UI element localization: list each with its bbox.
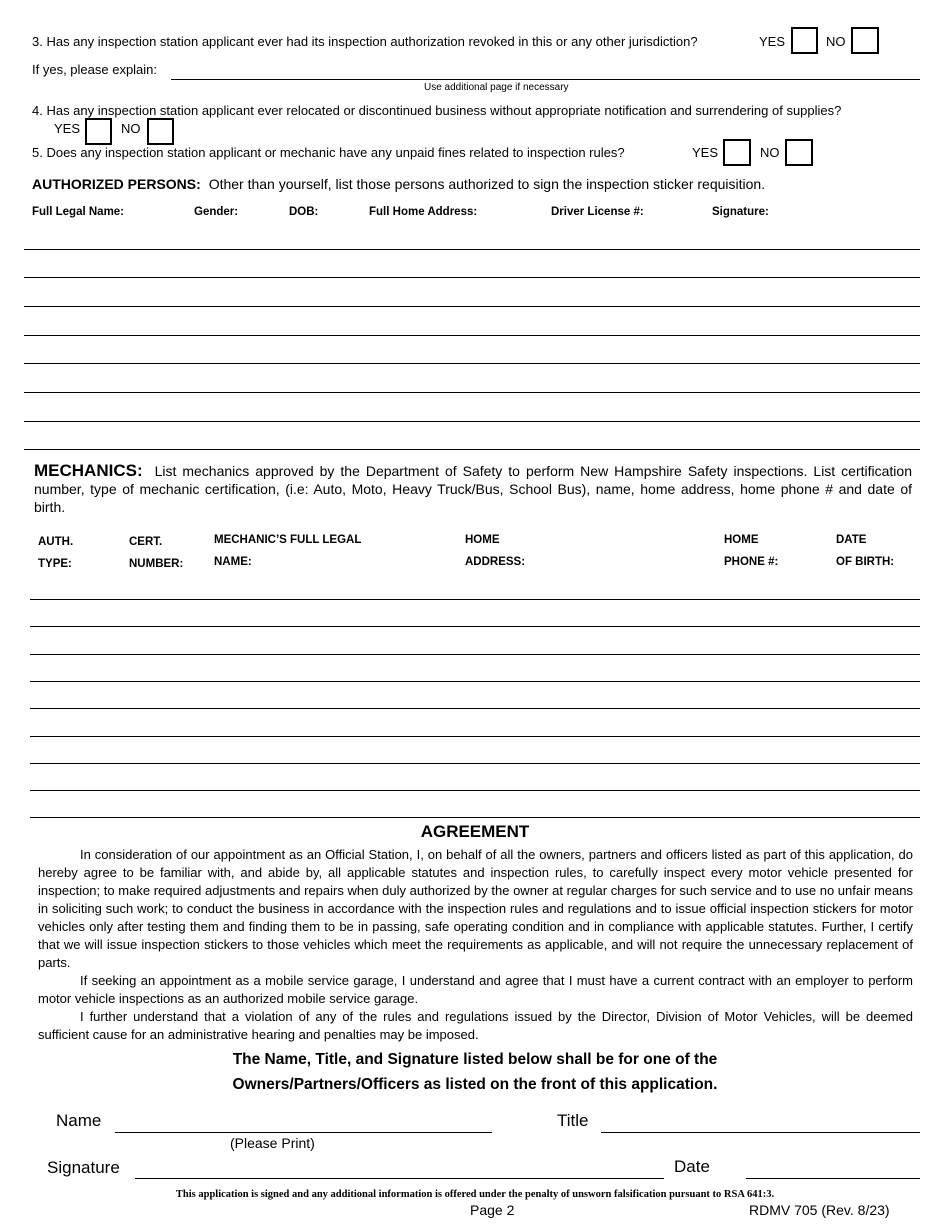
please-print-note: (Please Print)	[230, 1135, 315, 1151]
q5-yes-label: YES	[692, 145, 719, 160]
q5-no-label: NO	[760, 145, 780, 160]
mechanics-description: List mechanics approved by the Department of Safety to perform New Hampshire Safety inspections. List certification number, type of mechanic certification, (i.e: Auto, Moto, Heavy Truck/Bus, School Bus), name, home address, home phone # and date of birth.	[34, 463, 912, 515]
agreement-paragraph-1: In consideration of our appointment as an Official Station, I, on behalf of all the owners, partners and officers listed as part of this application, do hereby agree to be familiar with, and abide by, all applicable statutes and inspection rules, to carefully inspect every motor vehicle presented for inspection; to make required adjustments and repairs when duly authorized by the owner at regular charges for such service and to use no unfair means in soliciting such work; to conduct the business in accordance with the inspection rules and regulations and to issue official inspection stickers for motor vehicles only after testing them and finding them to be in passing, safe operating condition and in compliance with applicable statutes. Further, I certify that we will issue inspection stickers to those vehicles which meet the requirements as applicable, and will not require the unnecessary replacement of parts.	[38, 847, 913, 970]
mechanic-row-line[interactable]	[30, 736, 920, 737]
authorized-person-row-line[interactable]	[24, 306, 920, 307]
authorized-person-row-line[interactable]	[24, 363, 920, 364]
mechanics-section	[34, 462, 912, 516]
form-id: RDMV 705 (Rev. 8/23)	[749, 1202, 890, 1218]
mechanics-heading: MECHANICS:	[34, 461, 143, 480]
name-input-line[interactable]	[115, 1132, 492, 1133]
authorized-person-row-line[interactable]	[24, 449, 920, 450]
question-5: 5. Does any inspection station applicant or mechanic have any unpaid fines related to inspection rules?	[32, 145, 625, 160]
question-4: 4. Has any inspection station applicant ever relocated or discontinued business without appropriate notification and surrendering of supplies?	[32, 103, 842, 118]
agreement-paragraph-3: I further understand that a violation of any of the rules and regulations issued by the Director, Division of Motor Vehicles, will be deemed sufficient cause for an administrative hearing and penalties may be imposed.	[38, 1009, 913, 1042]
authorized-person-row-line[interactable]	[24, 249, 920, 250]
col-dob: DOB:	[289, 206, 319, 218]
additional-page-note: Use additional page if necessary	[424, 82, 569, 93]
mechanic-row-line[interactable]	[30, 708, 920, 709]
signature-input-line[interactable]	[135, 1178, 664, 1179]
q4-yes-checkbox[interactable]	[85, 118, 112, 145]
signature-label: Signature	[47, 1158, 120, 1177]
q3-no-label: NO	[826, 34, 846, 49]
signatory-note-line-2: Owners/Partners/Officers as listed on the front of this application.	[232, 1076, 718, 1093]
mechanic-row-line[interactable]	[30, 681, 920, 682]
q5-yes-checkbox[interactable]	[723, 139, 751, 166]
col-driver-license: Driver License #:	[551, 206, 644, 218]
authorized-persons-instruction: Other than yourself, list those persons authorized to sign the inspection sticker requisition.	[208, 176, 766, 192]
authorized-person-row-line[interactable]	[24, 335, 920, 336]
col-full-legal-name: Full Legal Name:	[32, 206, 125, 218]
q4-no-label: NO	[121, 121, 141, 136]
col-full-home-address: Full Home Address:	[369, 206, 478, 218]
col-home-phone: HOME PHONE #:	[724, 534, 779, 568]
col-home-address: HOME ADDRESS:	[465, 534, 526, 568]
q4-no-checkbox[interactable]	[147, 118, 174, 145]
authorized-person-row-line[interactable]	[24, 277, 920, 278]
mechanic-row-line[interactable]	[30, 654, 920, 655]
date-input-line[interactable]	[746, 1178, 920, 1179]
question-3: 3. Has any inspection station applicant ever had its inspection authorization revoked in this or any other jurisdiction?	[32, 34, 698, 49]
mechanic-row-line[interactable]	[30, 817, 920, 818]
title-label: Title	[557, 1111, 589, 1130]
mechanic-row-line[interactable]	[30, 599, 920, 600]
agreement-paragraph-2: If seeking an appointment as a mobile service garage, I understand and agree that I must have a current contract with an employer to perform motor vehicle inspections as an authorized mobile service garage.	[38, 973, 913, 1006]
penalty-note: This application is signed and any additional information is offered under the penalty of unsworn falsification pursuant to RSA 641:3.	[175, 1189, 775, 1200]
authorized-persons-section	[32, 176, 765, 192]
agreement-title: AGREEMENT	[420, 822, 530, 841]
q4-yes-label: YES	[54, 121, 81, 136]
mechanic-row-line[interactable]	[30, 626, 920, 627]
mechanic-row-line[interactable]	[30, 790, 920, 791]
col-gender: Gender:	[194, 206, 239, 218]
q3-no-checkbox[interactable]	[851, 27, 879, 54]
q3-yes-label: YES	[759, 34, 786, 49]
col-cert-number: CERT. NUMBER:	[129, 536, 184, 570]
explain-input-line[interactable]	[171, 79, 920, 80]
date-label: Date	[674, 1157, 710, 1176]
authorized-persons-heading: AUTHORIZED PERSONS:	[32, 176, 201, 192]
mechanic-row-line[interactable]	[30, 763, 920, 764]
signatory-note-line-1: The Name, Title, and Signature listed below shall be for one of the	[232, 1051, 718, 1068]
q5-no-checkbox[interactable]	[785, 139, 813, 166]
q3-yes-checkbox[interactable]	[791, 27, 818, 54]
col-auth-type: AUTH. TYPE:	[38, 536, 74, 570]
col-date-of-birth: DATE OF BIRTH:	[836, 534, 895, 568]
explain-label: If yes, please explain:	[32, 62, 158, 77]
authorized-person-row-line[interactable]	[24, 421, 920, 422]
page-number: Page 2	[470, 1202, 515, 1218]
col-signature: Signature:	[712, 206, 769, 218]
authorized-person-row-line[interactable]	[24, 392, 920, 393]
col-mechanic-name: MECHANIC’S FULL LEGAL NAME:	[214, 534, 362, 568]
name-label: Name	[56, 1111, 102, 1130]
title-input-line[interactable]	[601, 1132, 920, 1133]
